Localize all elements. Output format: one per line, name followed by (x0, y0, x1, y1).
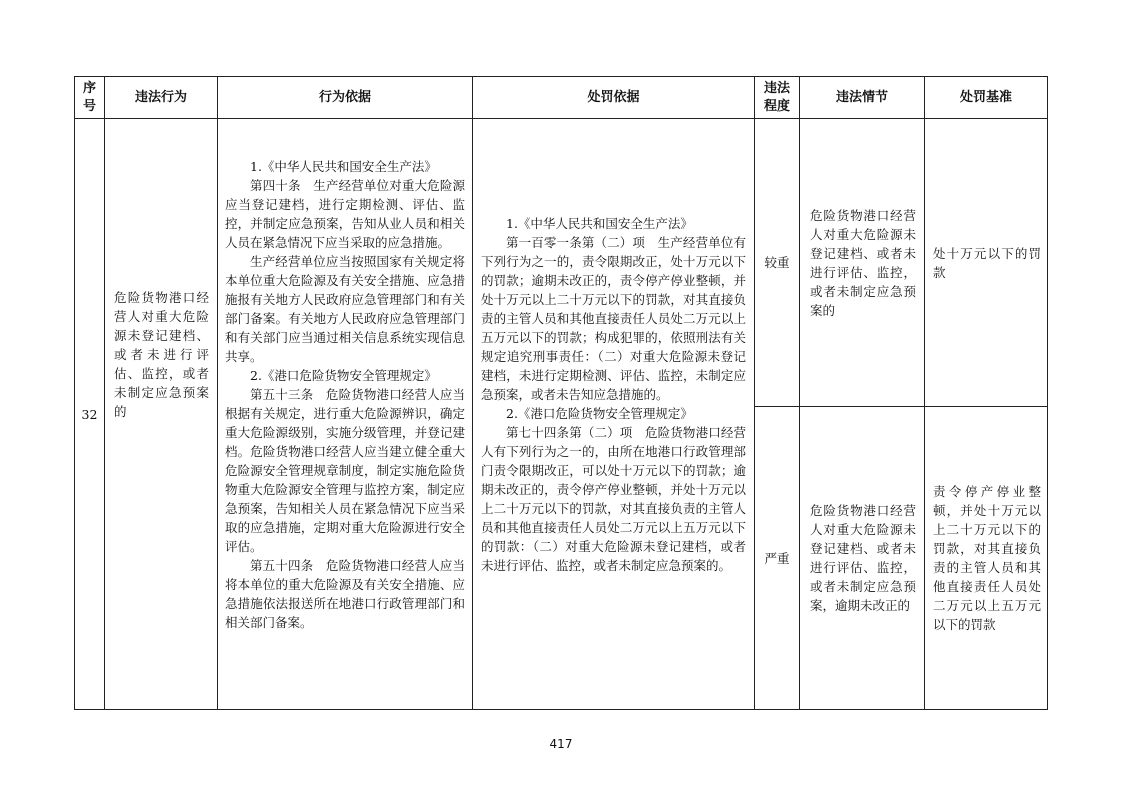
header-penalty-basis: 处罚依据 (473, 77, 755, 119)
circumstance-serious: 危险货物港口经营人对重大危险源未登记建档、或者未进行评估、监控，或者未制定应急预案的 (800, 119, 925, 407)
basis-article-40-para-2: 生产经营单位应当按照国家有关规定将本单位重大危险源及有关安全措施、应急措施报有关地方人民政府应急管理部门和有关部门备案。有关地方人民政府应急管理部门和有关部门应当通过相关信息系统实现信息共享。 (225, 253, 465, 364)
table-header-row (75, 77, 1048, 119)
row-number: 32 (75, 119, 105, 710)
penalty-article-101: 第一百零一条第（二）项 生产经营单位有下列行为之一的，责令限期改正，处十万元以下的罚款；逾期未改正的，责令停产停业整顿，并处十万元以上二十万元以下的罚款，对其直接负责的主管人员和其他直接责任人员处二万元以上五万元以下的罚款；构成犯罪的，依照刑法有关规定追究刑事责任：（二）对重大危险源未登记建档，未进行定期检测、评估、监控，未制定应急预案，或者未告知应急措施的。 (481, 234, 746, 402)
standard-serious: 处十万元以下的罚款 (925, 119, 1048, 407)
header-degree: 违法程度 (755, 77, 800, 119)
penalty-standard-table (74, 76, 1048, 710)
page-number: 417 (549, 737, 573, 751)
header-standard: 处罚基准 (925, 77, 1048, 119)
header-basis: 行为依据 (218, 77, 473, 119)
conduct-basis (218, 119, 473, 710)
header-circumstance: 违法情节 (800, 77, 925, 119)
table-row (75, 119, 1048, 407)
basis-law-title-2: 2.《港口危险货物安全管理规定》 (250, 367, 437, 383)
basis-article-40: 第四十条 生产经营单位对重大危险源应当登记建档，进行定期检测、评估、监控，并制定应急预案，告知从业人员和相关人员在紧急情况下应当采取的应急措施。 (225, 177, 465, 250)
circumstance-severe: 危险货物港口经营人对重大危险源未登记建档、或者未进行评估、监控，或者未制定应急预案，逾期未改正的 (800, 407, 925, 710)
basis-article-54: 第五十四条 危险货物港口经营人应当将本单位的重大危险源及有关安全措施、应急措施依法报送所在地港口行政管理部门和相关部门备案。 (225, 557, 465, 630)
penalty-law-title-2: 2.《港口危险货物安全管理规定》 (506, 405, 693, 421)
penalty-basis (473, 119, 755, 710)
violation-act: 危险货物港口经营人对重大危险源未登记建档、或者未进行评估、监控，或者未制定应急预案的 (105, 119, 218, 710)
header-no: 序号 (75, 77, 105, 119)
basis-law-title-1: 1.《中华人民共和国安全生产法》 (250, 158, 437, 174)
penalty-article-74: 第七十四条第（二）项 危险货物港口经营人有下列行为之一的，由所在地港口行政管理部门责令限期改正，可以处十万元以下的罚款；逾期未改正的，责令停产停业整顿，并处十万元以上二十万元以下的罚款，对其直接负责的主管人员和其他直接责任人员处二万元以上五万元以下的罚款：（二）对重大危险源未登记建档，或者未进行评估、监控，或者未制定应急预案的。 (481, 424, 746, 573)
basis-article-53: 第五十三条 危险货物港口经营人应当根据有关规定，进行重大危险源辨识，确定重大危险源级别，实施分级管理，并登记建档。危险货物港口经营人应当建立健全重大危险源安全管理规章制度，制定实施危险货物重大危险源安全管理与监控方案，制定应急预案，告知相关人员在紧急情况下应当采取的应急措施，定期对重大危险源进行安全评估。 (225, 386, 465, 554)
header-act: 违法行为 (105, 77, 218, 119)
degree-severe: 严重 (755, 407, 800, 710)
penalty-law-title-1: 1.《中华人民共和国安全生产法》 (506, 215, 693, 231)
degree-serious: 较重 (755, 119, 800, 407)
standard-severe: 责令停产停业整顿，并处十万元以上二十万元以下的罚款，对其直接负责的主管人员和其他直接责任人员处二万元以上五万元以下的罚款 (925, 407, 1048, 710)
